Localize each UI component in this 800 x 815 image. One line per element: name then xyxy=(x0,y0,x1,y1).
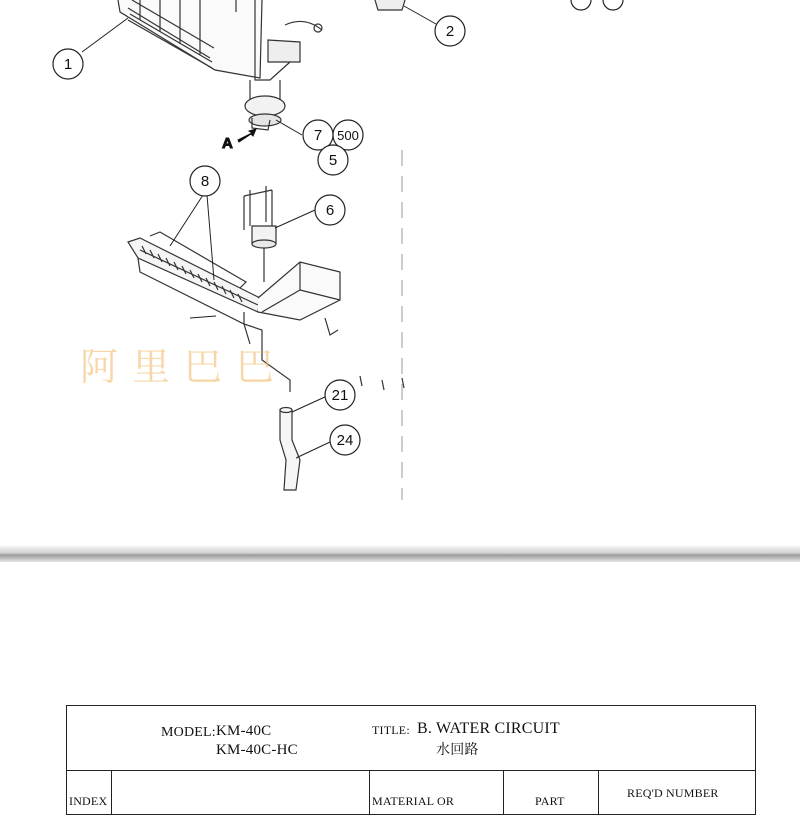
svg-text:2: 2 xyxy=(445,23,455,40)
watermark-text: 阿里巴巴 xyxy=(80,345,289,389)
col-header-part: PART xyxy=(535,794,565,808)
page-divider xyxy=(0,546,800,562)
col-divider xyxy=(598,770,599,814)
drain-hose xyxy=(280,408,300,491)
view-arrow xyxy=(222,129,256,152)
col-header-reqd: REQ'D NUMBER xyxy=(627,786,719,800)
svg-text:1: 1 xyxy=(63,56,73,73)
table-title-cn: 水回路 xyxy=(436,742,479,758)
watermark xyxy=(80,345,288,389)
header-rule xyxy=(67,770,755,771)
model-primary: KM-40C xyxy=(216,723,272,739)
callout-5 xyxy=(318,145,348,175)
partial-callouts xyxy=(571,0,623,10)
svg-text:21: 21 xyxy=(331,387,349,404)
callout-24 xyxy=(330,425,360,455)
col-header-index: INDEX xyxy=(69,794,108,808)
table-title: B. WATER CIRCUIT xyxy=(417,720,560,737)
col-divider xyxy=(503,770,504,814)
svg-text:7: 7 xyxy=(313,127,323,144)
model-secondary: KM-40C-HC xyxy=(216,742,298,758)
svg-text:5: 5 xyxy=(328,152,338,169)
water-tank-assembly xyxy=(118,0,405,130)
float-switch xyxy=(244,186,276,282)
model-label: MODEL: xyxy=(161,725,216,740)
col-header-material: MATERIAL OR xyxy=(372,794,455,808)
callout-6 xyxy=(315,195,345,225)
callout-21 xyxy=(325,380,355,410)
svg-text:6: 6 xyxy=(325,202,335,219)
svg-text:24: 24 xyxy=(336,432,354,449)
view-marker-label: A xyxy=(222,135,233,152)
callout-8 xyxy=(190,166,220,196)
callout-2 xyxy=(435,16,465,46)
col-divider xyxy=(111,770,112,814)
svg-text:8: 8 xyxy=(200,173,210,190)
callout-1 xyxy=(53,49,83,79)
col-divider xyxy=(369,770,370,814)
title-label: TITLE: xyxy=(372,723,410,737)
svg-text:500: 500 xyxy=(337,128,359,143)
parts-table xyxy=(66,705,756,815)
